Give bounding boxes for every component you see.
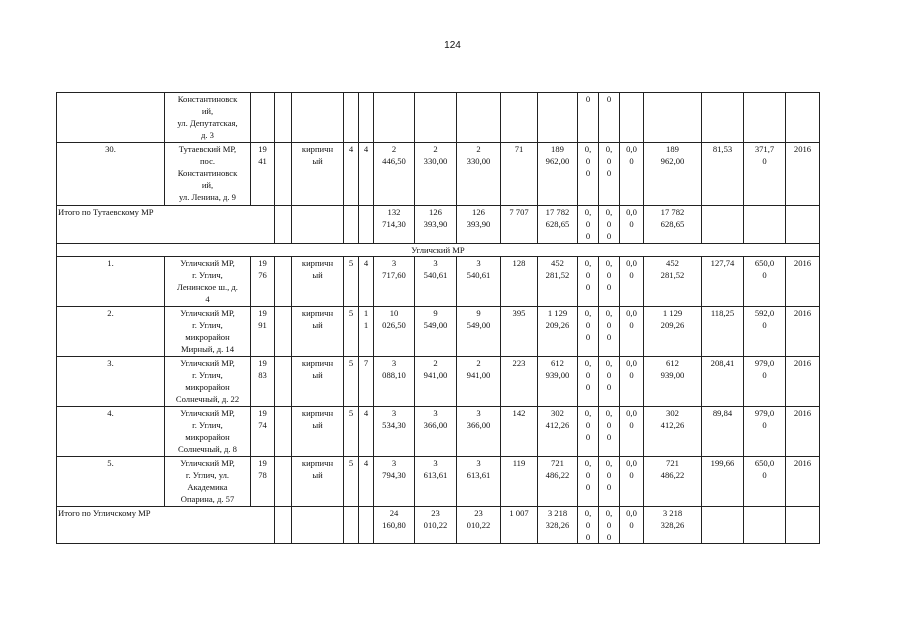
cost-fund-cell: 189 962,00 — [644, 143, 702, 206]
entrances-cell: 4 — [359, 407, 374, 457]
area-living-cell: 3 540,61 — [415, 257, 457, 307]
year-cell: 19 74 — [251, 407, 275, 457]
cost-total-cell: 302 412,26 — [538, 407, 578, 457]
value-cell: 0,0 0 — [620, 307, 644, 357]
cost-fund-cell: 3 218 328,26 — [644, 507, 702, 544]
area-living-cell: 2 330,00 — [415, 143, 457, 206]
cost-total-cell: 721 486,22 — [538, 457, 578, 507]
cost-total-cell: 3 218 328,26 — [538, 507, 578, 544]
table-row — [57, 257, 820, 307]
residents-cell: 71 — [501, 143, 538, 206]
area-living-cell: 3 366,00 — [415, 407, 457, 457]
plan-year-cell: 2016 — [786, 457, 820, 507]
plan-year-cell: 2016 — [786, 143, 820, 206]
value-cell: 0, 0 0 — [578, 457, 599, 507]
table-row — [57, 307, 820, 357]
address-cell: Угличский МР, г. Углич, микрорайон Солнечный, д. 22 — [165, 357, 251, 407]
year-cell: 19 91 — [251, 307, 275, 357]
area-living-cell: 2 941,00 — [415, 357, 457, 407]
plan-year-cell: 2016 — [786, 407, 820, 457]
value-cell: 0, 0 0 — [599, 206, 620, 244]
unit-cost-cell: 81,53 — [702, 143, 744, 206]
floors-cell: 5 — [344, 307, 359, 357]
area-total-cell: 24 160,80 — [374, 507, 415, 544]
value-cell: 0, 0 0 — [578, 206, 599, 244]
cost-fund-cell: 17 782 628,65 — [644, 206, 702, 244]
entrances-cell: 4 — [359, 457, 374, 507]
total-label: Итого по Тутаевскому МР — [57, 206, 275, 244]
cost-fund-cell: 1 129 209,26 — [644, 307, 702, 357]
value-cell: 0 — [578, 93, 599, 143]
cost-fund-cell: 302 412,26 — [644, 407, 702, 457]
area-living-cell: 126 393,90 — [415, 206, 457, 244]
area-apartments-cell: 9 549,00 — [457, 307, 501, 357]
material-cell: кирпичн ый — [292, 307, 344, 357]
entrances-cell: 1 1 — [359, 307, 374, 357]
address-cell: Угличский МР, г. Углич, ул. Академика Опарина, д. 57 — [165, 457, 251, 507]
material-cell: кирпичн ый — [292, 143, 344, 206]
address-cell: Тутаевский МР, пос. Константиновск ий, ул. Ленина, д. 9 — [165, 143, 251, 206]
material-cell: кирпичн ый — [292, 457, 344, 507]
max-cost-cell: 979,0 0 — [744, 357, 786, 407]
area-total-cell: 3 088,10 — [374, 357, 415, 407]
value-cell: 0, 0 0 — [599, 257, 620, 307]
area-apartments-cell: 3 540,61 — [457, 257, 501, 307]
plan-year-cell: 2016 — [786, 357, 820, 407]
cost-fund-cell: 452 281,52 — [644, 257, 702, 307]
material-cell: кирпичн ый — [292, 407, 344, 457]
value-cell: 0, 0 0 — [578, 307, 599, 357]
area-apartments-cell: 23 010,22 — [457, 507, 501, 544]
value-cell: 0,0 0 — [620, 457, 644, 507]
area-apartments-cell: 3 366,00 — [457, 407, 501, 457]
residents-cell: 119 — [501, 457, 538, 507]
uglich-rows — [57, 257, 820, 507]
section-heading: Угличский МР — [57, 244, 820, 257]
table-row — [57, 457, 820, 507]
value-cell: 0, 0 0 — [578, 143, 599, 206]
value-cell: 0, 0 0 — [599, 407, 620, 457]
total-row — [57, 206, 820, 244]
table-row — [57, 143, 820, 206]
unit-cost-cell: 199,66 — [702, 457, 744, 507]
residents-cell: 7 707 — [501, 206, 538, 244]
floors-cell: 5 — [344, 457, 359, 507]
entrances-cell: 7 — [359, 357, 374, 407]
area-living-cell: 23 010,22 — [415, 507, 457, 544]
row-number: 2. — [57, 307, 165, 357]
value-cell: 0, 0 0 — [578, 507, 599, 544]
year-cell: 19 83 — [251, 357, 275, 407]
area-total-cell: 3 534,30 — [374, 407, 415, 457]
area-total-cell: 10 026,50 — [374, 307, 415, 357]
cost-total-cell: 17 782 628,65 — [538, 206, 578, 244]
cost-fund-cell: 721 486,22 — [644, 457, 702, 507]
material-cell: кирпичн ый — [292, 257, 344, 307]
value-cell: 0, 0 0 — [599, 143, 620, 206]
residents-cell: 142 — [501, 407, 538, 457]
value-cell: 0,0 0 — [620, 206, 644, 244]
cost-total-cell: 189 962,00 — [538, 143, 578, 206]
year-cell: 19 41 — [251, 143, 275, 206]
value-cell: 0, 0 0 — [599, 457, 620, 507]
area-total-cell: 3 794,30 — [374, 457, 415, 507]
cost-total-cell: 612 939,00 — [538, 357, 578, 407]
area-apartments-cell: 2 330,00 — [457, 143, 501, 206]
table-row — [57, 357, 820, 407]
row-number: 4. — [57, 407, 165, 457]
table-row — [57, 407, 820, 457]
address-cell: Угличский МР, г. Углич, микрорайон Солнечный, д. 8 — [165, 407, 251, 457]
material-cell: кирпичн ый — [292, 357, 344, 407]
row-number: 5. — [57, 457, 165, 507]
max-cost-cell: 650,0 0 — [744, 457, 786, 507]
entrances-cell: 4 — [359, 143, 374, 206]
value-cell: 0, 0 0 — [578, 257, 599, 307]
max-cost-cell: 979,0 0 — [744, 407, 786, 457]
value-cell: 0,0 0 — [620, 143, 644, 206]
unit-cost-cell: 89,84 — [702, 407, 744, 457]
area-living-cell: 3 613,61 — [415, 457, 457, 507]
cost-total-cell: 1 129 209,26 — [538, 307, 578, 357]
max-cost-cell: 650,0 0 — [744, 257, 786, 307]
floors-cell: 4 — [344, 143, 359, 206]
value-cell: 0, 0 0 — [599, 307, 620, 357]
area-total-cell: 2 446,50 — [374, 143, 415, 206]
unit-cost-cell: 127,74 — [702, 257, 744, 307]
entrances-cell: 4 — [359, 257, 374, 307]
value-cell: 0,0 0 — [620, 507, 644, 544]
value-cell: 0,0 0 — [620, 407, 644, 457]
plan-year-cell: 2016 — [786, 257, 820, 307]
max-cost-cell: 371,7 0 — [744, 143, 786, 206]
cost-total-cell: 452 281,52 — [538, 257, 578, 307]
address-cell: Угличский МР, г. Углич, Ленинское ш., д. 4 — [165, 257, 251, 307]
value-cell: 0, 0 0 — [599, 507, 620, 544]
year-cell: 19 76 — [251, 257, 275, 307]
area-total-cell: 132 714,30 — [374, 206, 415, 244]
residents-cell: 223 — [501, 357, 538, 407]
table-row — [57, 93, 820, 143]
value-cell: 0, 0 0 — [578, 407, 599, 457]
value-cell: 0,0 0 — [620, 257, 644, 307]
page-number: 124 — [444, 40, 461, 51]
row-number: 30. — [57, 143, 165, 206]
value-cell: 0,0 0 — [620, 357, 644, 407]
total-row — [57, 507, 820, 544]
unit-cost-cell: 208,41 — [702, 357, 744, 407]
year-cell: 19 78 — [251, 457, 275, 507]
floors-cell: 5 — [344, 257, 359, 307]
area-total-cell: 3 717,60 — [374, 257, 415, 307]
residents-cell: 1 007 — [501, 507, 538, 544]
area-apartments-cell: 3 613,61 — [457, 457, 501, 507]
row-number: 3. — [57, 357, 165, 407]
residents-cell: 128 — [501, 257, 538, 307]
section-row — [57, 244, 820, 257]
max-cost-cell: 592,0 0 — [744, 307, 786, 357]
value-cell: 0, 0 0 — [599, 357, 620, 407]
area-living-cell: 9 549,00 — [415, 307, 457, 357]
residents-cell: 395 — [501, 307, 538, 357]
address-cell: Угличский МР, г. Углич, микрорайон Мирный, д. 14 — [165, 307, 251, 357]
area-apartments-cell: 126 393,90 — [457, 206, 501, 244]
area-apartments-cell: 2 941,00 — [457, 357, 501, 407]
total-label: Итого по Угличскому МР — [57, 507, 275, 544]
value-cell: 0 — [599, 93, 620, 143]
plan-year-cell: 2016 — [786, 307, 820, 357]
unit-cost-cell: 118,25 — [702, 307, 744, 357]
floors-cell: 5 — [344, 357, 359, 407]
floors-cell: 5 — [344, 407, 359, 457]
housing-table — [56, 92, 820, 544]
address-cell: Константиновск ий, ул. Депутатская, д. 3 — [165, 93, 251, 143]
cost-fund-cell: 612 939,00 — [644, 357, 702, 407]
value-cell: 0, 0 0 — [578, 357, 599, 407]
row-number: 1. — [57, 257, 165, 307]
